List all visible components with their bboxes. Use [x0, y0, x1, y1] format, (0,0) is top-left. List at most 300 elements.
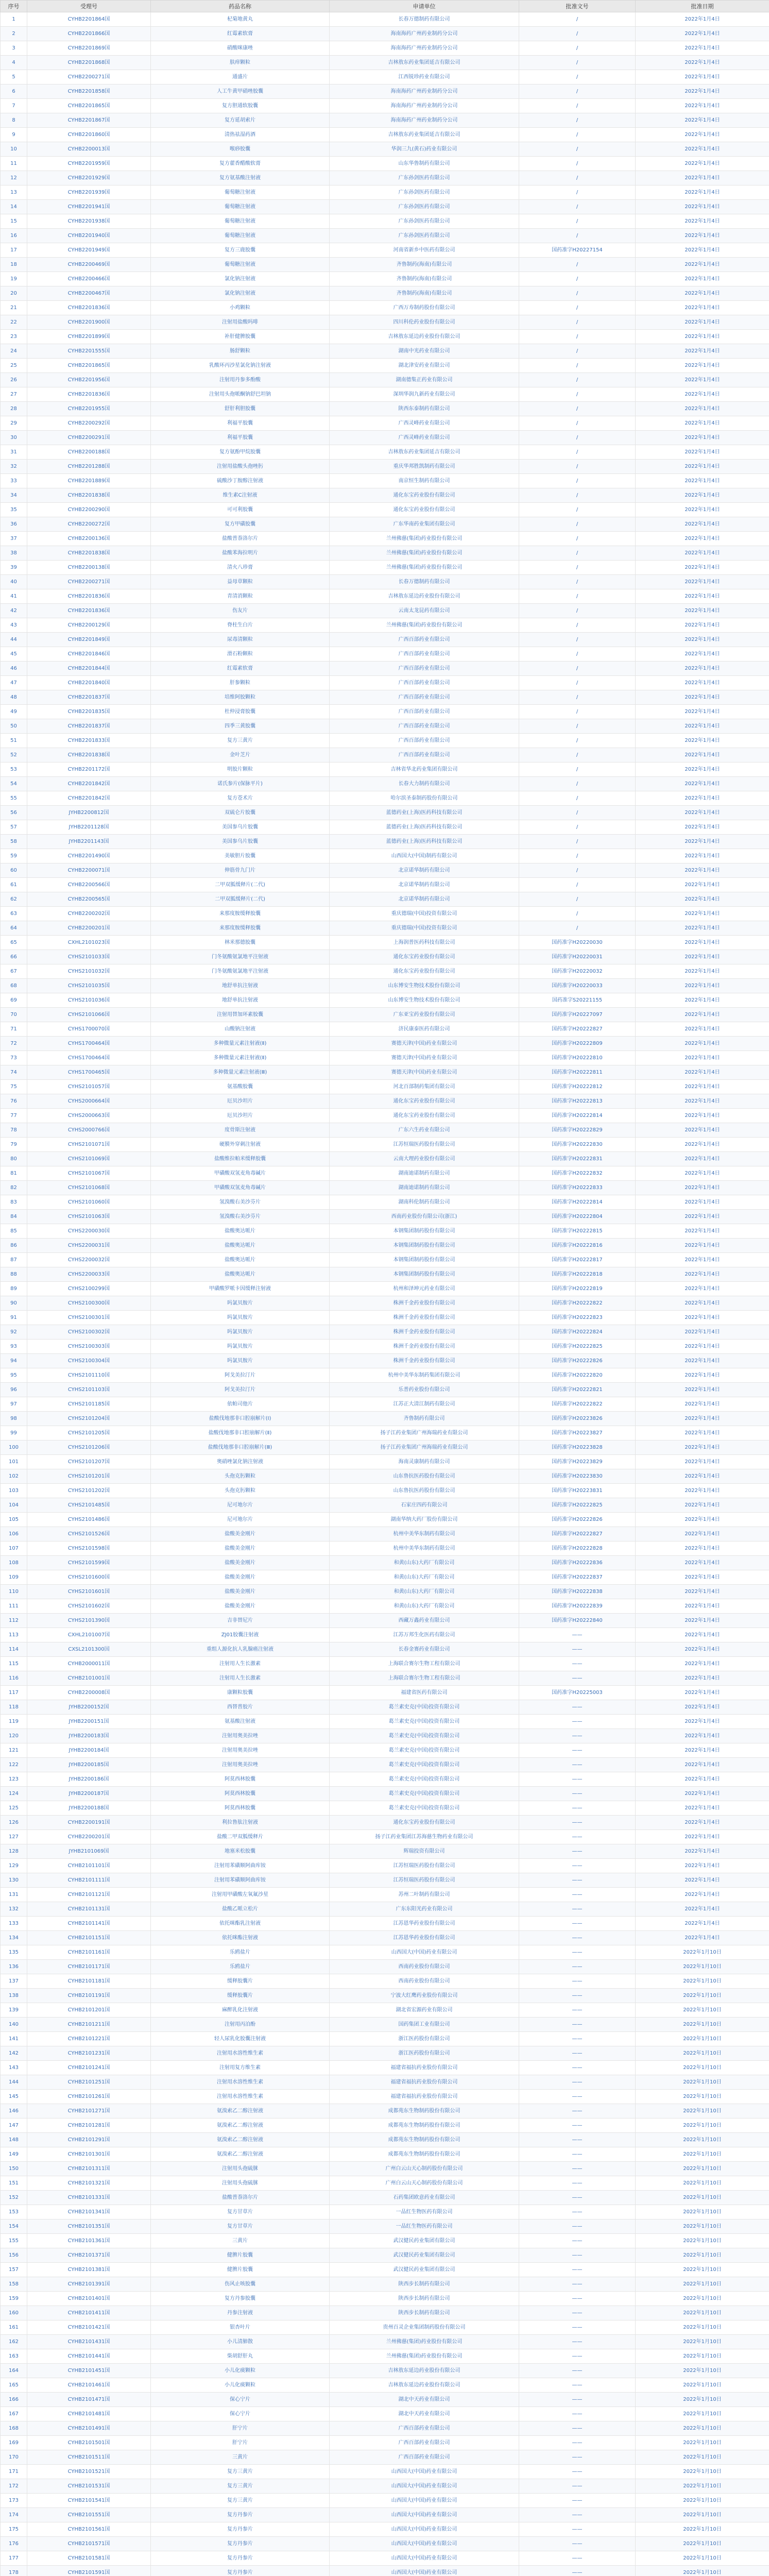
cell-drug-name: 复方丹参片	[151, 2522, 330, 2537]
cell-index: 147	[1, 2119, 27, 2133]
cell-accept-no: CYHS2200032国	[27, 1253, 151, 1267]
cell-applicant: 广东华南药业集团有限公司	[330, 517, 519, 532]
cell-approval-no: 国药准字H20222825	[519, 1340, 636, 1354]
cell-drug-name: 乐鸥盐片	[151, 1960, 330, 1974]
cell-approval-date: 2022年1月4日	[636, 1065, 769, 1080]
cell-index: 4	[1, 56, 27, 70]
cell-index: 55	[1, 791, 27, 806]
cell-approval-date: 2022年1月4日	[636, 185, 769, 200]
cell-drug-name: 青清消颗粒	[151, 589, 330, 604]
cell-approval-date: 2022年1月4日	[636, 575, 769, 589]
cell-accept-no: CYHS2101110国	[27, 1368, 151, 1383]
cell-applicant: 湖北津安药业有限公司	[330, 359, 519, 373]
cell-approval-date: 2022年1月10日	[636, 2306, 769, 2320]
cell-applicant: 齐鲁制药有限公司	[330, 1412, 519, 1426]
cell-approval-date: 2022年1月4日	[636, 41, 769, 56]
cell-approval-date: 2022年1月4日	[636, 1729, 769, 1743]
table-row	[1, 1325, 769, 1340]
cell-applicant: 云南大理药业股份有限公司	[330, 1152, 519, 1166]
cell-approval-no: /	[519, 171, 636, 185]
table-row	[1, 2191, 769, 2205]
cell-applicant: 吉林敖东药业集团延吉有限公司	[330, 56, 519, 70]
cell-accept-no: CYHB2101401国	[27, 2292, 151, 2306]
cell-approval-date: 2022年1月4日	[636, 1253, 769, 1267]
cell-approval-no: /	[519, 84, 636, 99]
cell-applicant: 上海联合赛尔生物工程有限公司	[330, 1657, 519, 1671]
cell-drug-name: 盐酸美金刚片	[151, 1556, 330, 1570]
cell-index: 74	[1, 1065, 27, 1080]
cell-approval-date: 2022年1月4日	[636, 1772, 769, 1787]
cell-approval-no: ——	[519, 1700, 636, 1715]
cell-approval-no: ——	[519, 1960, 636, 1974]
table-row	[1, 2119, 769, 2133]
cell-index: 129	[1, 1859, 27, 1873]
cell-approval-no: /	[519, 460, 636, 474]
cell-drug-name: 氨基酸注射液	[151, 1715, 330, 1729]
cell-accept-no: CYHB2101241国	[27, 2061, 151, 2075]
cell-approval-no: ——	[519, 2407, 636, 2421]
cell-drug-name: 盐酸乙哌立松片	[151, 1902, 330, 1917]
table-row	[1, 2349, 769, 2364]
cell-applicant: 通化东宝药业股份有限公司	[330, 503, 519, 517]
cell-index: 99	[1, 1426, 27, 1440]
cell-index: 5	[1, 70, 27, 84]
cell-applicant: 赛德天津(中国)药业有限公司	[330, 1051, 519, 1065]
cell-drug-name: 林米那德胶囊	[151, 936, 330, 950]
cell-accept-no: CYHB2200136国	[27, 532, 151, 546]
cell-approval-no: 国药准字H20222832	[519, 1166, 636, 1181]
table-row	[1, 1210, 769, 1224]
cell-drug-name: 地塞米松胶囊	[151, 1844, 330, 1859]
cell-approval-date: 2022年1月10日	[636, 1945, 769, 1960]
table-row	[1, 1412, 769, 1426]
cell-index: 150	[1, 2162, 27, 2176]
table-row	[1, 1960, 769, 1974]
cell-drug-name: 氢溴酸右美沙芬片	[151, 1210, 330, 1224]
cell-accept-no: CYHB2101251国	[27, 2075, 151, 2090]
header-approval-no: 批准文号	[519, 1, 636, 12]
cell-approval-no: ——	[519, 1989, 636, 2003]
cell-applicant: 葛兰素史克(中国)投资有限公司	[330, 1801, 519, 1816]
cell-applicant: 葛兰素史克(中国)投资有限公司	[330, 1700, 519, 1715]
cell-approval-date: 2022年1月10日	[636, 2335, 769, 2349]
cell-accept-no: CYHB2101531国	[27, 2479, 151, 2494]
cell-approval-date: 2022年1月10日	[636, 2219, 769, 2234]
cell-accept-no: CYHS2200033国	[27, 1267, 151, 1282]
cell-accept-no: CYHB2101101国	[27, 1859, 151, 1873]
table-row	[1, 604, 769, 618]
cell-applicant: 江西锐珍药业有限公司	[330, 70, 519, 84]
cell-approval-no: /	[519, 359, 636, 373]
cell-drug-name: 复方甘草片	[151, 2205, 330, 2219]
cell-applicant: 广西百部药业有限公司	[330, 690, 519, 705]
cell-accept-no: CYHB2101571国	[27, 2537, 151, 2551]
header-drug-name: 药品名称	[151, 1, 330, 12]
cell-accept-no: CYHB2201840国	[27, 676, 151, 690]
cell-drug-name: 多种微量元素注射液(Ⅲ)	[151, 1065, 330, 1080]
cell-accept-no: CYHB2201838国	[27, 488, 151, 503]
cell-index: 88	[1, 1267, 27, 1282]
table-row	[1, 99, 769, 113]
table-row	[1, 1614, 769, 1628]
cell-index: 67	[1, 964, 27, 979]
cell-approval-no: ——	[519, 1801, 636, 1816]
cell-drug-name: 尿毒清颗粒	[151, 633, 330, 647]
cell-approval-date: 2022年1月4日	[636, 1051, 769, 1065]
table-row	[1, 416, 769, 431]
cell-approval-no: /	[519, 142, 636, 157]
table-row	[1, 1368, 769, 1383]
cell-accept-no: CYHB2101371国	[27, 2248, 151, 2263]
cell-accept-no: JYHB2201143国	[27, 835, 151, 849]
cell-index: 20	[1, 286, 27, 301]
cell-applicant: 山东博安生物技术股份有限公司	[330, 979, 519, 993]
cell-index: 69	[1, 993, 27, 1008]
cell-applicant: 湖南科伦制药有限公司	[330, 1195, 519, 1210]
cell-drug-name: 来那度胺缓释胶囊	[151, 907, 330, 921]
table-row	[1, 921, 769, 936]
cell-applicant: 兰州佛慈(集团)药业股份有限公司	[330, 2349, 519, 2364]
table-row	[1, 1123, 769, 1138]
cell-accept-no: CYHB2201867国	[27, 113, 151, 128]
cell-approval-no: /	[519, 662, 636, 676]
cell-approval-date: 2022年1月4日	[636, 1671, 769, 1686]
cell-applicant: 通化东宝药业股份有限公司	[330, 964, 519, 979]
cell-approval-date: 2022年1月4日	[636, 820, 769, 835]
cell-approval-date: 2022年1月4日	[636, 1859, 769, 1873]
cell-index: 103	[1, 1484, 27, 1498]
cell-approval-no: ——	[519, 2393, 636, 2407]
cell-drug-name: 二甲双胍缓释片(二代)	[151, 892, 330, 907]
cell-accept-no: CYHS2101207国	[27, 1455, 151, 1469]
table-row	[1, 2566, 769, 2576]
cell-approval-date: 2022年1月4日	[636, 849, 769, 863]
cell-approval-no: ——	[519, 2494, 636, 2508]
cell-applicant: 西南药业股份有限公司	[330, 1960, 519, 1974]
cell-index: 42	[1, 604, 27, 618]
cell-approval-no: 国药准字H20223830	[519, 1469, 636, 1484]
cell-accept-no: CYHS2100299国	[27, 1282, 151, 1296]
cell-accept-no: CYHS1700465国	[27, 1065, 151, 1080]
cell-drug-name: 注射用奥美拉唑	[151, 1743, 330, 1758]
cell-index: 152	[1, 2191, 27, 2205]
cell-approval-no: /	[519, 676, 636, 690]
table-row	[1, 1455, 769, 1469]
table-row	[1, 575, 769, 589]
table-row	[1, 1296, 769, 1311]
cell-approval-no: /	[519, 431, 636, 445]
cell-accept-no: CYHS2100302国	[27, 1325, 151, 1340]
cell-drug-name: 轻人尿乳化胶囊注射液	[151, 2032, 330, 2046]
cell-approval-date: 2022年1月4日	[636, 56, 769, 70]
cell-approval-date: 2022年1月10日	[636, 2133, 769, 2147]
cell-approval-date: 2022年1月10日	[636, 2075, 769, 2090]
cell-approval-date: 2022年1月4日	[636, 1152, 769, 1166]
cell-accept-no: CYHS2101486国	[27, 1513, 151, 1527]
cell-index: 126	[1, 1816, 27, 1830]
table-row	[1, 214, 769, 229]
cell-applicant: 陕西步长制药有限公司	[330, 2277, 519, 2292]
cell-approval-no: /	[519, 907, 636, 921]
table-row	[1, 1570, 769, 1585]
table-row	[1, 1267, 769, 1282]
cell-index: 116	[1, 1671, 27, 1686]
cell-approval-no: ——	[519, 1974, 636, 1989]
cell-drug-name: 乐鸥盐片	[151, 1945, 330, 1960]
cell-approval-date: 2022年1月10日	[636, 2551, 769, 2566]
cell-approval-no: ——	[519, 1787, 636, 1801]
cell-index: 30	[1, 431, 27, 445]
cell-accept-no: CYHB2101321国	[27, 2176, 151, 2191]
cell-index: 54	[1, 777, 27, 791]
cell-approval-date: 2022年1月10日	[636, 2436, 769, 2450]
cell-approval-date: 2022年1月4日	[636, 1686, 769, 1700]
cell-index: 164	[1, 2364, 27, 2378]
cell-applicant: 湖南中光药业有限公司	[330, 344, 519, 359]
cell-approval-no: 国药准字H20222831	[519, 1152, 636, 1166]
cell-drug-name: 氨基酸胶囊	[151, 1080, 330, 1094]
cell-approval-date: 2022年1月4日	[636, 1527, 769, 1541]
cell-drug-name: 尼可地尔片	[151, 1498, 330, 1513]
cell-accept-no: CYHS2101600国	[27, 1570, 151, 1585]
cell-approval-date: 2022年1月4日	[636, 561, 769, 575]
cell-applicant: 兰州佛慈(集团)药业股份有限公司	[330, 532, 519, 546]
cell-approval-no: 国药准字H20227154	[519, 243, 636, 258]
cell-approval-date: 2022年1月10日	[636, 2176, 769, 2191]
table-row	[1, 2061, 769, 2075]
cell-drug-name: 益母草颗粒	[151, 575, 330, 589]
cell-approval-no: ——	[519, 2465, 636, 2479]
table-row	[1, 1239, 769, 1253]
cell-approval-no: /	[519, 113, 636, 128]
cell-approval-date: 2022年1月4日	[636, 1484, 769, 1498]
cell-approval-no: /	[519, 575, 636, 589]
cell-applicant: 广东孙剑医药有限公司	[330, 185, 519, 200]
cell-drug-name: 银杏叶片	[151, 2320, 330, 2335]
cell-drug-name: 头孢克肟颗粒	[151, 1484, 330, 1498]
cell-accept-no: CYHB2201837国	[27, 690, 151, 705]
cell-approval-no: 国药准字H20222827	[519, 1022, 636, 1037]
cell-drug-name: 阿莫西林胶囊	[151, 1801, 330, 1816]
cell-approval-date: 2022年1月4日	[636, 950, 769, 964]
cell-index: 76	[1, 1094, 27, 1109]
cell-index: 6	[1, 84, 27, 99]
cell-accept-no: CYHB2101221国	[27, 2032, 151, 2046]
cell-accept-no: CYHS2101205国	[27, 1426, 151, 1440]
cell-accept-no: CYHB2101301国	[27, 2147, 151, 2162]
cell-approval-no: ——	[519, 1657, 636, 1671]
cell-accept-no: CYHB2200290国	[27, 503, 151, 517]
cell-accept-no: CYHB2101171国	[27, 1960, 151, 1974]
cell-drug-name: 吗氯贝胺片	[151, 1296, 330, 1311]
cell-index: 70	[1, 1008, 27, 1022]
cell-accept-no: CYHB2101311国	[27, 2162, 151, 2176]
cell-approval-no: ——	[519, 2003, 636, 2018]
cell-drug-name: 注射用盐酸吗啡	[151, 315, 330, 330]
table-row	[1, 2522, 769, 2537]
cell-index: 168	[1, 2421, 27, 2436]
cell-drug-name: 盐酸伐地那非口腔崩解片(Ⅱ)	[151, 1426, 330, 1440]
table-row	[1, 1426, 769, 1440]
table-row	[1, 1152, 769, 1166]
cell-approval-no: 国药准字H20220033	[519, 979, 636, 993]
cell-approval-date: 2022年1月4日	[636, 1354, 769, 1368]
cell-applicant: 石药集团欧意药业有限公司	[330, 2191, 519, 2205]
cell-accept-no: CXHL2101007国	[27, 1628, 151, 1642]
cell-approval-date: 2022年1月4日	[636, 921, 769, 936]
cell-index: 119	[1, 1715, 27, 1729]
table-row	[1, 1094, 769, 1109]
cell-index: 14	[1, 200, 27, 214]
cell-approval-date: 2022年1月4日	[636, 70, 769, 84]
cell-applicant: 成都苑东生物制药股份有限公司	[330, 2119, 519, 2133]
cell-drug-name: 复方丹参胶囊	[151, 2292, 330, 2306]
cell-drug-name: 小鸡颗粒	[151, 301, 330, 315]
cell-approval-no: /	[519, 445, 636, 460]
cell-accept-no: CYHB2101481国	[27, 2407, 151, 2421]
cell-approval-no: /	[519, 402, 636, 416]
cell-approval-date: 2022年1月4日	[636, 719, 769, 734]
cell-index: 36	[1, 517, 27, 532]
cell-index: 144	[1, 2075, 27, 2090]
cell-approval-no: /	[519, 892, 636, 907]
cell-accept-no: CYHB2101451国	[27, 2364, 151, 2378]
table-row	[1, 1989, 769, 2003]
cell-index: 63	[1, 907, 27, 921]
cell-approval-no: ——	[519, 2277, 636, 2292]
cell-approval-no: /	[519, 734, 636, 748]
cell-applicant: 云南太龙昆药有限公司	[330, 604, 519, 618]
cell-approval-no: ——	[519, 2421, 636, 2436]
cell-accept-no: CYHS2101601国	[27, 1585, 151, 1599]
cell-approval-date: 2022年1月4日	[636, 1902, 769, 1917]
cell-approval-date: 2022年1月4日	[636, 1628, 769, 1642]
cell-applicant: 北京诺华制药有限公司	[330, 863, 519, 878]
cell-drug-name: 注射用奥美拉唑	[151, 1758, 330, 1772]
cell-approval-no: /	[519, 214, 636, 229]
cell-approval-no: 国药准字H20222823	[519, 1311, 636, 1325]
table-row	[1, 1758, 769, 1772]
cell-approval-date: 2022年1月4日	[636, 690, 769, 705]
table-row	[1, 2320, 769, 2335]
cell-drug-name: 三黄片	[151, 2234, 330, 2248]
cell-accept-no: CYHB2201900国	[27, 315, 151, 330]
cell-approval-date: 2022年1月4日	[636, 806, 769, 820]
cell-drug-name: 二甲双胍缓释片(二代)	[151, 878, 330, 892]
table-row	[1, 849, 769, 863]
cell-accept-no: CYHB2101551国	[27, 2508, 151, 2522]
cell-applicant: 扬子江药业集团江苏海慈生物药业有限公司	[330, 1830, 519, 1844]
cell-drug-name: 利福平胶囊	[151, 416, 330, 431]
cell-approval-date: 2022年1月4日	[636, 1844, 769, 1859]
cell-approval-date: 2022年1月4日	[636, 1397, 769, 1412]
cell-index: 49	[1, 705, 27, 719]
cell-approval-date: 2022年1月4日	[636, 1498, 769, 1513]
table-row	[1, 1008, 769, 1022]
table-row	[1, 1498, 769, 1513]
cell-applicant: 杭州中美华东制药有限公司	[330, 1541, 519, 1556]
cell-approval-no: ——	[519, 2205, 636, 2219]
cell-index: 155	[1, 2234, 27, 2248]
cell-index: 121	[1, 1743, 27, 1758]
cell-accept-no: JYHB2200186国	[27, 1772, 151, 1787]
cell-accept-no: CYHB2101331国	[27, 2191, 151, 2205]
cell-approval-no: 国药准字H20222829	[519, 1123, 636, 1138]
cell-applicant: 杭州中美华东制药有限公司	[330, 1527, 519, 1541]
cell-approval-date: 2022年1月4日	[636, 1426, 769, 1440]
table-row	[1, 1253, 769, 1267]
cell-drug-name: 注射用头孢硫脒	[151, 2162, 330, 2176]
cell-applicant: 重庆德瑞(中国)投资有限公司	[330, 921, 519, 936]
cell-index: 100	[1, 1440, 27, 1455]
cell-applicant: 吉林省华北药业集团有限公司	[330, 762, 519, 777]
cell-approval-date: 2022年1月4日	[636, 99, 769, 113]
cell-accept-no: CXHL2101023国	[27, 936, 151, 950]
cell-accept-no: CYHB2201288国	[27, 460, 151, 474]
cell-applicant: 通化东宝药业股份有限公司	[330, 1816, 519, 1830]
cell-index: 128	[1, 1844, 27, 1859]
cell-applicant: 山东博安生物技术股份有限公司	[330, 993, 519, 1008]
cell-drug-name: 清火八珍膏	[151, 561, 330, 575]
cell-index: 62	[1, 892, 27, 907]
cell-accept-no: CYHB2201555国	[27, 344, 151, 359]
table-row	[1, 2018, 769, 2032]
cell-accept-no: CYHB2101381国	[27, 2263, 151, 2277]
table-header-row	[1, 1, 769, 12]
cell-approval-date: 2022年1月4日	[636, 734, 769, 748]
table-row	[1, 950, 769, 964]
cell-index: 134	[1, 1931, 27, 1945]
cell-approval-date: 2022年1月4日	[636, 907, 769, 921]
cell-index: 160	[1, 2306, 27, 2320]
cell-approval-no: 国药准字H20222824	[519, 1325, 636, 1340]
cell-drug-name: 复方氨基酸注射液	[151, 171, 330, 185]
cell-applicant: 北京诺华制药有限公司	[330, 878, 519, 892]
cell-index: 26	[1, 373, 27, 387]
cell-drug-name: 盐酸美金刚片	[151, 1599, 330, 1614]
cell-accept-no: CYHS2101202国	[27, 1484, 151, 1498]
cell-index: 18	[1, 258, 27, 272]
cell-accept-no: CYHS2101066国	[27, 1008, 151, 1022]
cell-accept-no: CYHB2201865国	[27, 359, 151, 373]
cell-drug-name: 健脾片胶囊	[151, 2263, 330, 2277]
table-row	[1, 1541, 769, 1556]
cell-drug-name: 乳酸环丙沙星氯化钠注射液	[151, 359, 330, 373]
cell-index: 177	[1, 2551, 27, 2566]
cell-applicant: 海南海药广州药业制药分公司	[330, 27, 519, 41]
table-row	[1, 1816, 769, 1830]
cell-applicant: 北京诺华制药有限公司	[330, 892, 519, 907]
cell-accept-no: CYHB2200071国	[27, 863, 151, 878]
cell-drug-name: 注射用甲磺酸左氧氟沙星	[151, 1888, 330, 1902]
cell-drug-name: 复方丹参片	[151, 2566, 330, 2576]
cell-drug-name: 吉非替尼片	[151, 1614, 330, 1628]
cell-index: 166	[1, 2393, 27, 2407]
cell-applicant: 株洲千金药业股份有限公司	[330, 1325, 519, 1340]
cell-drug-name: 盐酸苯海拉明片	[151, 546, 330, 561]
cell-approval-no: /	[519, 748, 636, 762]
cell-index: 106	[1, 1527, 27, 1541]
cell-index: 170	[1, 2450, 27, 2465]
cell-index: 162	[1, 2335, 27, 2349]
cell-index: 172	[1, 2479, 27, 2494]
cell-accept-no: CYHB2101521国	[27, 2465, 151, 2479]
cell-approval-date: 2022年1月10日	[636, 2364, 769, 2378]
cell-applicant: 重庆德瑞(中国)投资有限公司	[330, 907, 519, 921]
cell-accept-no: CYHS2100304国	[27, 1354, 151, 1368]
cell-drug-name: 依帕司他片	[151, 1397, 330, 1412]
cell-approval-date: 2022年1月4日	[636, 1037, 769, 1051]
